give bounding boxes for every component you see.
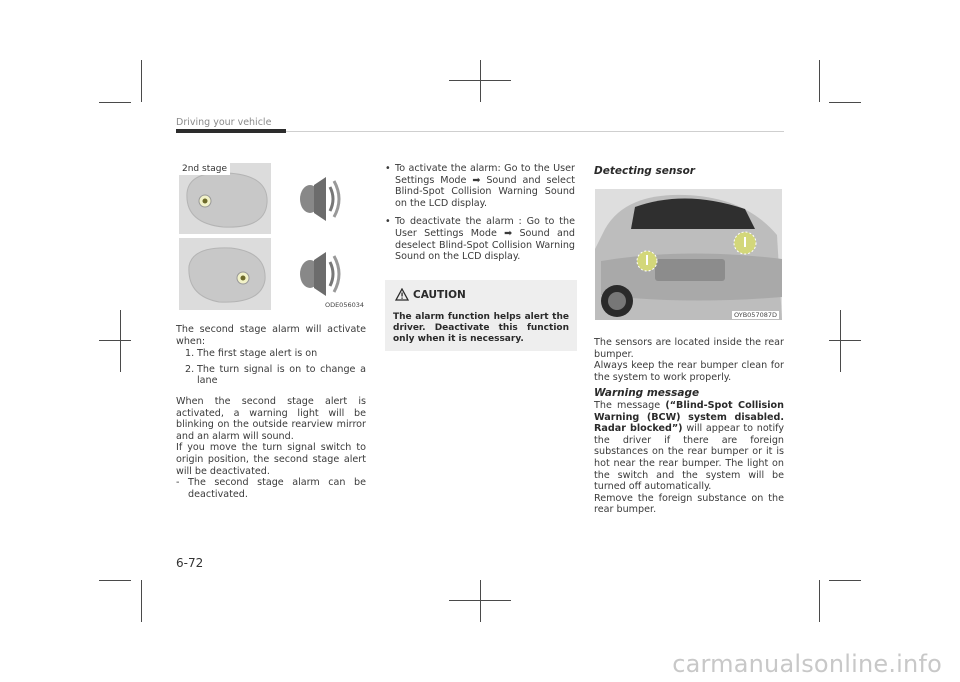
list-number: 2. (185, 363, 195, 375)
column-1 (176, 324, 366, 500)
crop-mark (141, 60, 142, 102)
warning-triangle-icon (395, 288, 409, 301)
bullet-item (385, 216, 575, 262)
registration-mark (99, 340, 131, 341)
header-rule (286, 131, 784, 132)
figure-code: ODE056034 (324, 301, 364, 309)
list-item (185, 348, 366, 360)
list-item (185, 364, 366, 387)
registration-mark (840, 310, 841, 372)
detecting-sensor-heading: Detecting sensor (594, 165, 695, 177)
registration-mark (120, 310, 121, 372)
deactivate-text: To deactivate the alarm : Go to the User Settings Mode ➡ Sound and deselect Blind-Spot Collision Warning Sound on the LCD display. (395, 216, 575, 263)
stage-label: 2nd stage (179, 163, 230, 175)
caution-box (385, 280, 577, 351)
speaker-icon (274, 163, 366, 234)
crop-mark (99, 102, 131, 103)
bullet-item (385, 163, 575, 209)
crop-mark (141, 580, 142, 622)
note-bullet: - (176, 477, 180, 489)
warning-rest: will appear to notify the driver if there are foreign substances on the rear bumper or it is hot near the rear bumper. The light on the switch and the system will be turned off automatically. (594, 423, 784, 493)
activate-text: To activate the alarm: Go to the User Settings Mode ➡ Sound and select Blind-Spot Collision Warning Sound on the LCD display. (395, 163, 575, 209)
list-number: 1. (185, 348, 195, 360)
warning-lead: The message (594, 399, 661, 411)
paragraph: When the second stage alert is activated, a warning light will be blinking on the outside rearview mirror and an alarm will sound. (176, 395, 366, 442)
figure-panel-speaker-bottom (274, 238, 366, 310)
figure-rear-bumper (595, 189, 782, 320)
mirror-light-icon (179, 238, 271, 310)
warning-paragraph: Remove the foreign substance on the rear bumper. (594, 492, 784, 516)
warning-paragraph (594, 400, 784, 493)
intro-text: The second stage alarm will activate when: (176, 324, 366, 347)
note-text: The second stage alarm can be deactivated. (188, 477, 366, 500)
figure-panel-speaker-top (274, 163, 366, 234)
crop-mark (829, 102, 861, 103)
car-rear-bumper-illustration (595, 189, 782, 320)
bullet: • (385, 216, 391, 228)
crop-mark (99, 580, 131, 581)
list-text: The turn signal is on to change a lane (197, 363, 366, 387)
column-3 (594, 337, 784, 516)
caution-title: CAUTION (413, 288, 466, 301)
figure-bcw-stage (179, 163, 366, 310)
registration-mark (480, 60, 481, 102)
warning-message-heading: Warning message (594, 387, 700, 400)
header-bar (176, 129, 286, 133)
figure-panel-mirror-bottom (179, 238, 271, 310)
sensor-paragraph: The sensors are located inside the rear bumper. (594, 337, 784, 360)
note-item (176, 477, 366, 500)
registration-mark (829, 340, 861, 341)
figure-code: OYB057087D (733, 311, 777, 319)
column-2 (385, 163, 575, 263)
paragraph: If you move the turn signal switch to origin position, the second stage alert will be deactivated. (176, 442, 366, 477)
page-number: 6-72 (176, 556, 204, 570)
warning-message-text: (“Blind-Spot Collision Warning (BCW) system disabled. Radar blocked”) (594, 399, 784, 435)
caution-title-row (395, 288, 466, 301)
speaker-icon (274, 238, 366, 310)
caution-text: The alarm function helps alert the driver. Deactivate this function only when it is necessary. (393, 312, 569, 344)
crop-mark (819, 60, 820, 102)
watermark: carmanualsonline.info (672, 650, 942, 678)
crop-mark (829, 580, 861, 581)
registration-mark (480, 580, 481, 622)
crop-mark (819, 580, 820, 622)
section-title: Driving your vehicle (176, 117, 272, 128)
bullet: • (385, 163, 391, 174)
sensor-paragraph: Always keep the rear bumper clean for the system to work properly. (594, 360, 784, 383)
list-text: The first stage alert is on (197, 348, 318, 360)
